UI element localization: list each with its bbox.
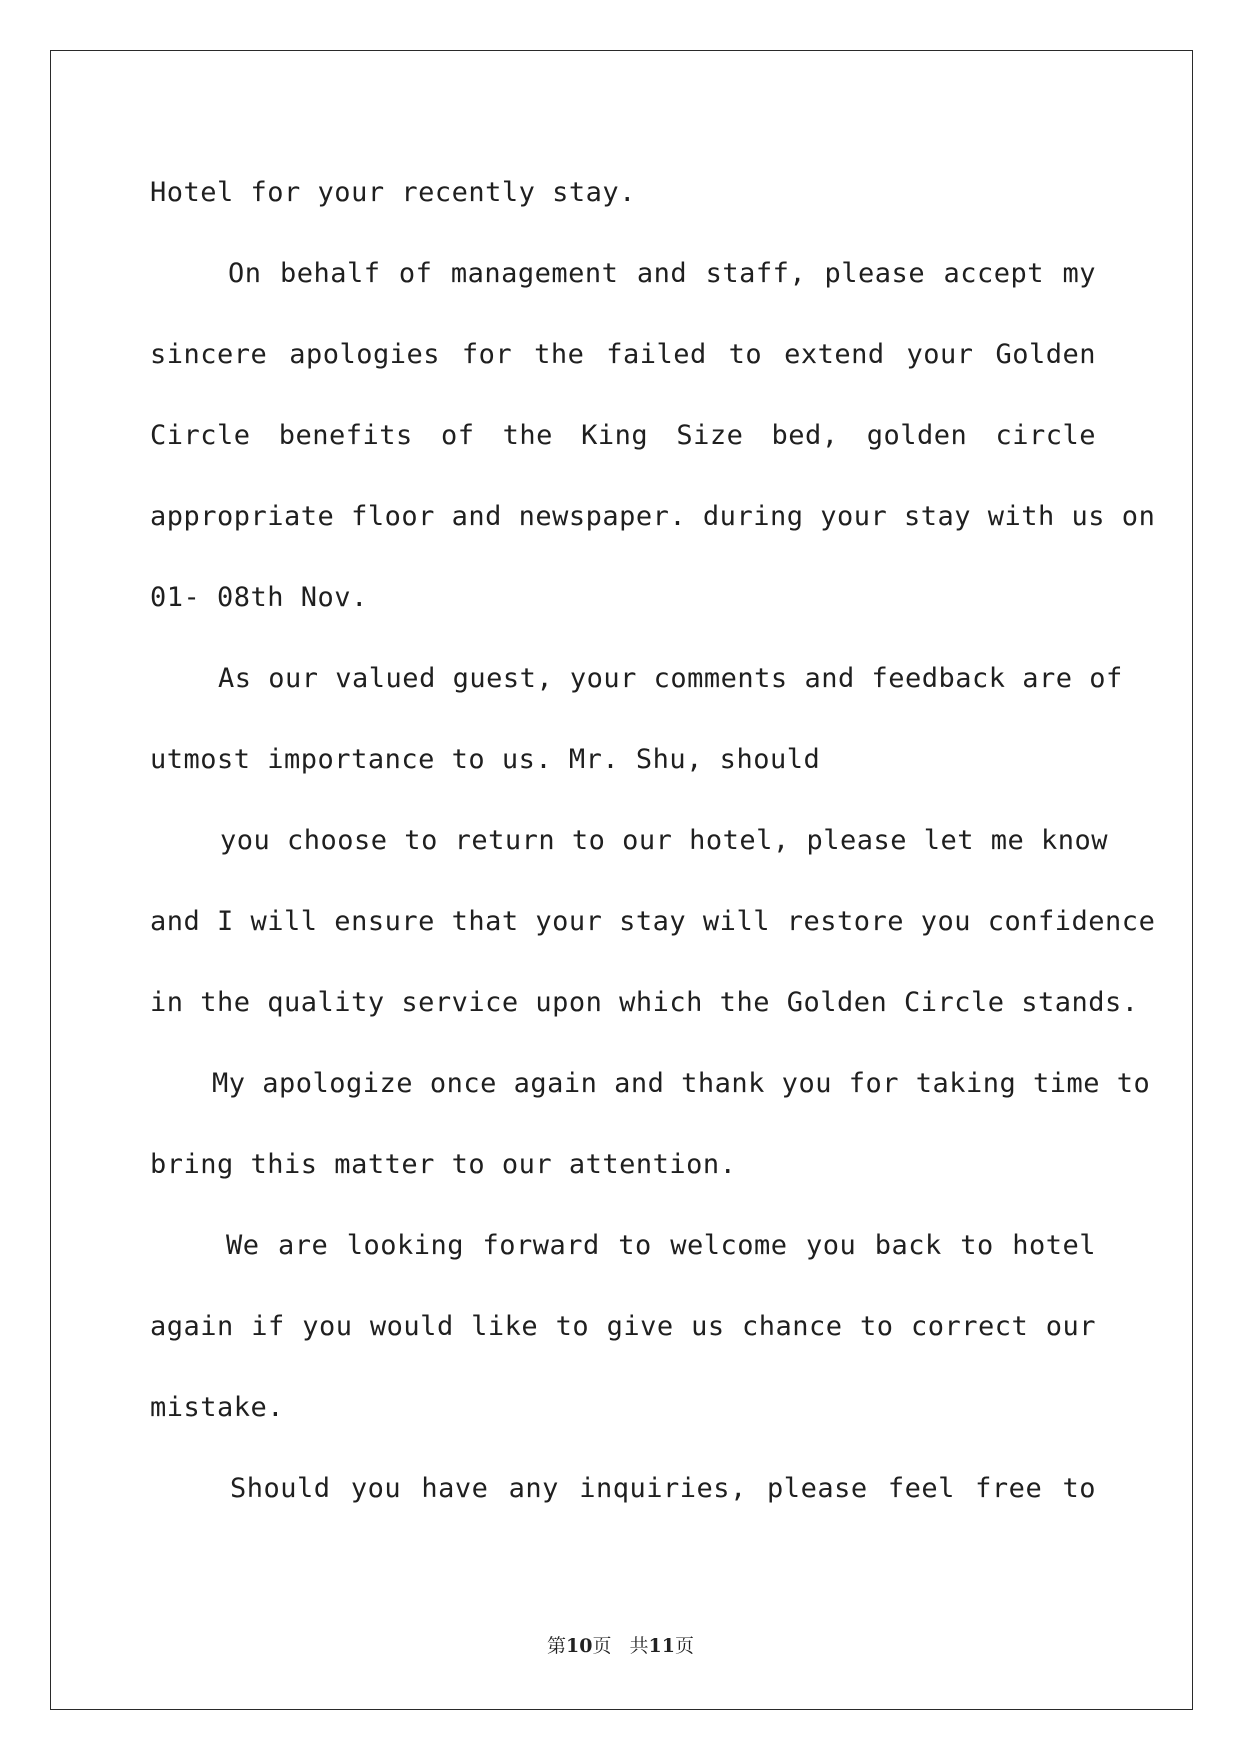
page-total-number: 11 — [648, 1635, 675, 1657]
paragraph-line: utmost importance to us. Mr. Shu, should — [150, 744, 821, 775]
page-label: 页 — [592, 1635, 612, 1657]
paragraph-line: bring this matter to our attention. — [150, 1149, 737, 1180]
page-prefix: 第 — [547, 1635, 567, 1657]
paragraph-line: We are looking forward to welcome you back to hotel — [226, 1230, 1096, 1261]
paragraph-line: again if you would like to give us chance to correct our — [150, 1311, 1096, 1342]
paragraph-line: Circle benefits of the King Size bed, golden circle — [150, 420, 1096, 451]
paragraph-line: in the quality service upon which the Golden Circle stands. — [150, 987, 1139, 1018]
paragraph-line: My apologize once again and thank you for taking time to — [212, 1068, 1151, 1099]
paragraph-line: and I will ensure that your stay will restore you confidence — [150, 906, 1156, 937]
paragraph-line: mistake. — [150, 1392, 285, 1423]
paragraph-line: 01- 08th Nov. — [150, 582, 368, 613]
paragraph-line: Should you have any inquiries, please feel free to — [230, 1473, 1096, 1504]
page-current-number: 10 — [566, 1635, 593, 1657]
paragraph-line: sincere apologies for the failed to extend your Golden — [150, 339, 1096, 370]
paragraph-line: you choose to return to our hotel, please let me know — [220, 825, 1109, 856]
total-prefix: 共 — [629, 1635, 649, 1657]
page-border — [50, 50, 1193, 1710]
paragraph-line: Hotel for your recently stay. — [150, 177, 636, 208]
paragraph-line: As our valued guest, your comments and feedback are of — [218, 663, 1123, 694]
page-footer — [0, 1631, 1241, 1658]
total-label: 页 — [674, 1635, 694, 1657]
paragraph-line: On behalf of management and staff, please accept my — [228, 258, 1096, 289]
paragraph-line: appropriate floor and newspaper. during your stay with us on — [150, 501, 1156, 532]
